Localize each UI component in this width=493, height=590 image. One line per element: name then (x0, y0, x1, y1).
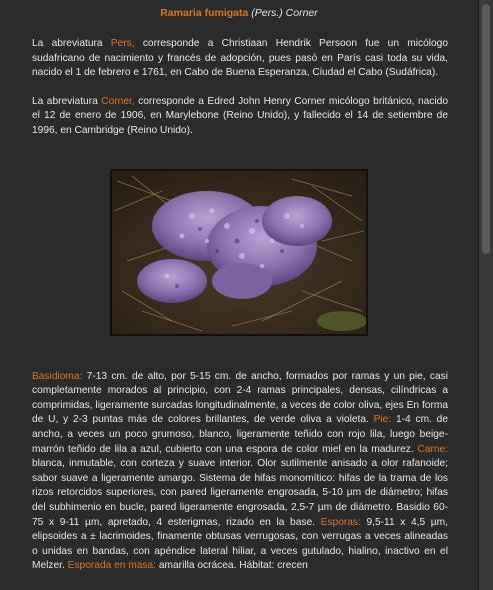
text-esporas: 9,5-11 x 4,5 µm, elipsoides a ± lacrimoides, finamente obtusas verrugosas, con verrugas a veces alineadas o unidas en bandas, con apéndice lateral hiliar, a veces gutulado, hialino, inactivo en el Melzer. (32, 516, 448, 572)
species-name: Ramaria fumigata (160, 7, 249, 19)
paragraph-description (0, 370, 478, 574)
label-esporada: Esporada en masa: (67, 560, 157, 572)
para2-text-b: corresponde a Edred John Henry Corner micólogo británico, nacido el 12 de enero de 1906, en Marylebone (Reino Unido), y fallecido el 14 de setiembre de 1996, en Cambridge (Reino Unido). (32, 95, 448, 136)
text-esporada: amarilla ocrácea. Hábitat: crecen (156, 560, 308, 572)
para1-text-b: corresponde a Christiaan Hendrik Persoon fue un micólogo sudafricano de nacimiento y francés de adopción, pues pasó en París casi toda su vida, nacido el 1 de febrero e 1761, en Cabo de Buena Esperanza, Ciudad el Cabo (Sudáfrica). (32, 38, 448, 79)
label-basidioma: Basidioma: (32, 370, 83, 382)
species-authority: (Pers.) Corner (248, 7, 318, 19)
author-abbrev-corner: Corner, (101, 95, 135, 107)
text-basidioma: 7-13 cm. de alto, por 5-15 cm. de ancho, formados por ramas y un pie, casi completamente morados al principio, con 2-4 ramas principales, densas, cilíndricas a comprimidas, ligeramente surcadas longitudinalmente, a veces de color oliva, ejes En forma de U, y 2-3 puntas más de colores brillantes, de verde oliva a violeta. (32, 370, 448, 426)
para2-text-a: La abreviatura (32, 95, 102, 107)
text-carne: blanca, inmutable, con corteza y suave interior. Olor sutilmente anisado a olor rafanoide; sabor suave a ligeramente amargo. Sistema de hifas monomítico: hifas de la trama de los rizos retorcidos superiores, con pared ligeramente engrosada, 5-10 µm de diámetro; hifas del subhimenio en bucle, pared ligeramente engrosada, 2,5-7 µm de diámetro. Basidio 60-75 x 9-11 µm, apretado, 4 esterigmas, rizado en la base. (32, 458, 448, 528)
label-carne: Carne: (417, 443, 448, 455)
text-pie: 1-4 cm. de ancho, a veces un poco grumoso, blanco, ligeramente teñido con rojo lila, luego beige-marrón teñido de lila a azul, cubierto con una espora de color miel en la madurez. (32, 414, 449, 455)
mushroom-photo (110, 169, 368, 336)
paragraph-corner (0, 95, 478, 139)
label-esporas: Esporas: (320, 516, 361, 528)
paragraph-persoon (0, 37, 478, 81)
species-title (0, 6, 478, 20)
vertical-scrollbar[interactable] (478, 0, 493, 590)
mushroom-photo-illustration (112, 171, 366, 334)
label-pie: Pie: (373, 414, 392, 426)
para1-text-a: La abreviatura (32, 38, 111, 49)
author-abbrev-pers: Pers, (110, 38, 135, 49)
scrollbar-thumb[interactable] (482, 4, 490, 254)
